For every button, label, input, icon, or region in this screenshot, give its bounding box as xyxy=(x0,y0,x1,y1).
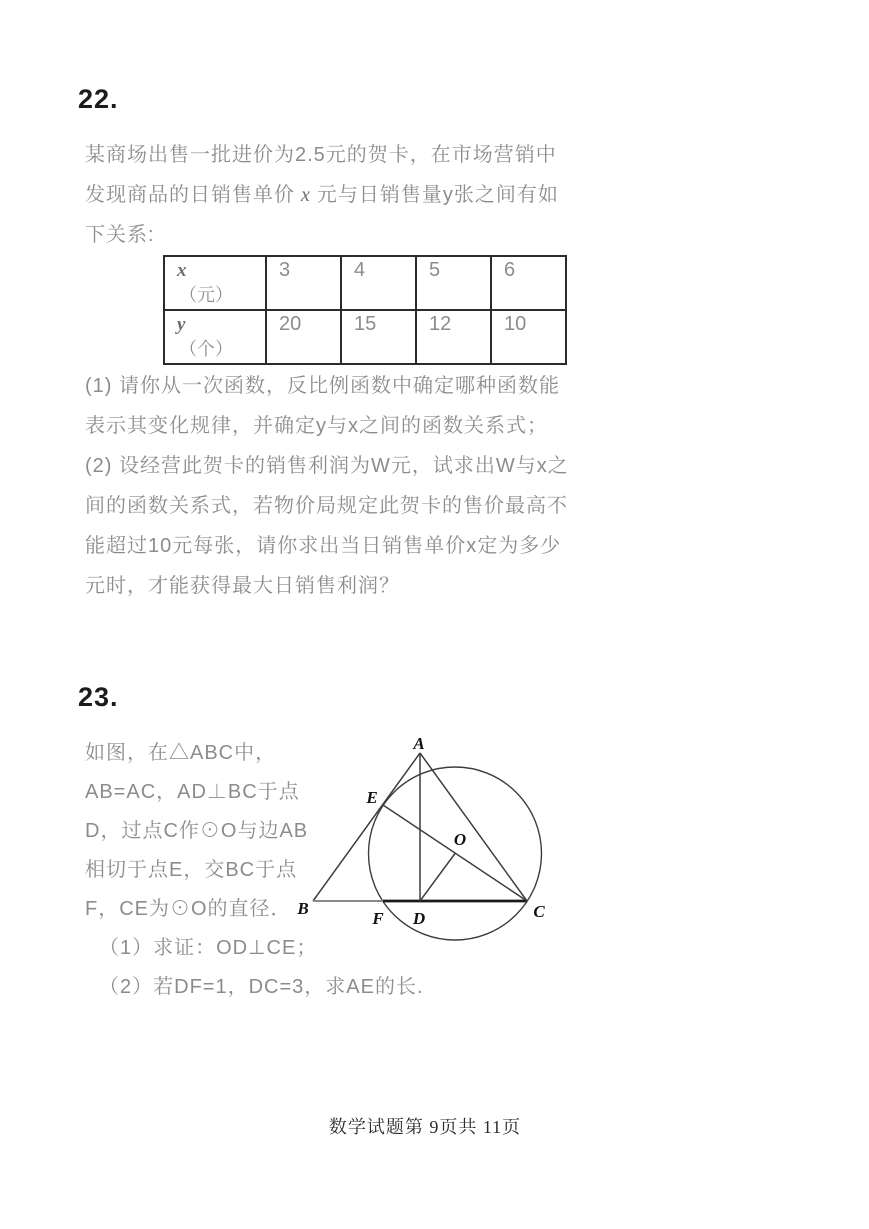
table-header-x xyxy=(164,256,266,310)
table-cell-y2: 15 xyxy=(341,310,416,364)
q23-body-line5: F，CE为⊙O的直径． xyxy=(85,898,292,920)
page-footer: 数学试题第 9页共 11页 xyxy=(328,1117,522,1137)
q22-sub-line2: 表示其变化规律，并确定y与x之间的函数关系式； xyxy=(85,415,548,437)
question-22-subquestions xyxy=(85,366,569,606)
figure-line-AB xyxy=(313,753,420,901)
table-header-x-var: x xyxy=(177,260,187,281)
figure-label-C: C xyxy=(533,902,545,921)
table-cell-y4: 10 xyxy=(491,310,566,364)
q22-intro-line1: 某商场出售一批进价为2.5元的贺卡，在市场营销中 xyxy=(85,144,557,166)
question-22-intro xyxy=(85,135,559,255)
geometry-figure xyxy=(290,723,570,955)
q22-intro-line2 xyxy=(85,175,559,215)
figure-line-EC xyxy=(383,805,527,901)
q22-sub-line5: 能超过10元每张，请你求出当日销售单价x定为多少 xyxy=(85,535,562,557)
q22-x-variable: x xyxy=(301,184,311,206)
q22-intro-line2-pre: 发现商品的日销售单价 xyxy=(85,184,295,206)
figure-line-OD xyxy=(420,854,455,902)
q22-intro-line3: 下关系: xyxy=(85,224,155,246)
q23-sub-line2: （2）若DF=1，DC=3，求AE的长. xyxy=(99,976,424,998)
figure-label-D: D xyxy=(412,909,426,928)
figure-label-O: O xyxy=(453,830,467,849)
q22-sub-line1: (1) 请你从一次函数，反比例函数中确定哪种函数能 xyxy=(85,375,560,397)
table-header-x-unit: （元） xyxy=(179,285,233,305)
question-22-number: 22. xyxy=(78,84,119,114)
q22-sub-line6: 元时，才能获得最大日销售利润？ xyxy=(85,575,400,597)
table-header-y xyxy=(164,310,266,364)
figure-label-B: B xyxy=(297,899,309,918)
table-row-y xyxy=(164,310,566,364)
table-cell-y1: 20 xyxy=(266,310,341,364)
q23-sub-line1: （1）求证：OD⊥CE； xyxy=(99,937,318,959)
table-header-y-var: y xyxy=(177,314,186,335)
q23-body-line3: D，过点C作⊙O与边AB xyxy=(85,820,309,842)
figure-label-E: E xyxy=(366,788,378,807)
table-cell-x2: 4 xyxy=(341,256,416,310)
table-cell-x4: 6 xyxy=(491,256,566,310)
q23-body-line4: 相切于点E，交BC于点 xyxy=(85,859,298,881)
figure-label-A: A xyxy=(413,734,425,753)
figure-label-F: F xyxy=(372,909,384,928)
q22-sub-line4: 间的函数关系式，若物价局规定此贺卡的售价最高不 xyxy=(85,495,568,517)
q22-intro-line2-post: 元与日销售量y张之间有如 xyxy=(316,184,559,206)
table-cell-x1: 3 xyxy=(266,256,341,310)
table-header-y-unit: （个） xyxy=(179,339,233,359)
table-cell-x3: 5 xyxy=(416,256,491,310)
q23-body-line2: AB=AC，AD⊥BC于点 xyxy=(85,781,300,803)
table-row-x xyxy=(164,256,566,310)
q23-body-line1: 如图，在△ABC中， xyxy=(85,742,277,764)
q22-sub-line3: (2) 设经营此贺卡的销售利润为W元，试求出W与x之 xyxy=(85,455,569,477)
question-23-number: 23. xyxy=(78,682,119,712)
price-quantity-table xyxy=(163,255,567,365)
table-cell-y3: 12 xyxy=(416,310,491,364)
